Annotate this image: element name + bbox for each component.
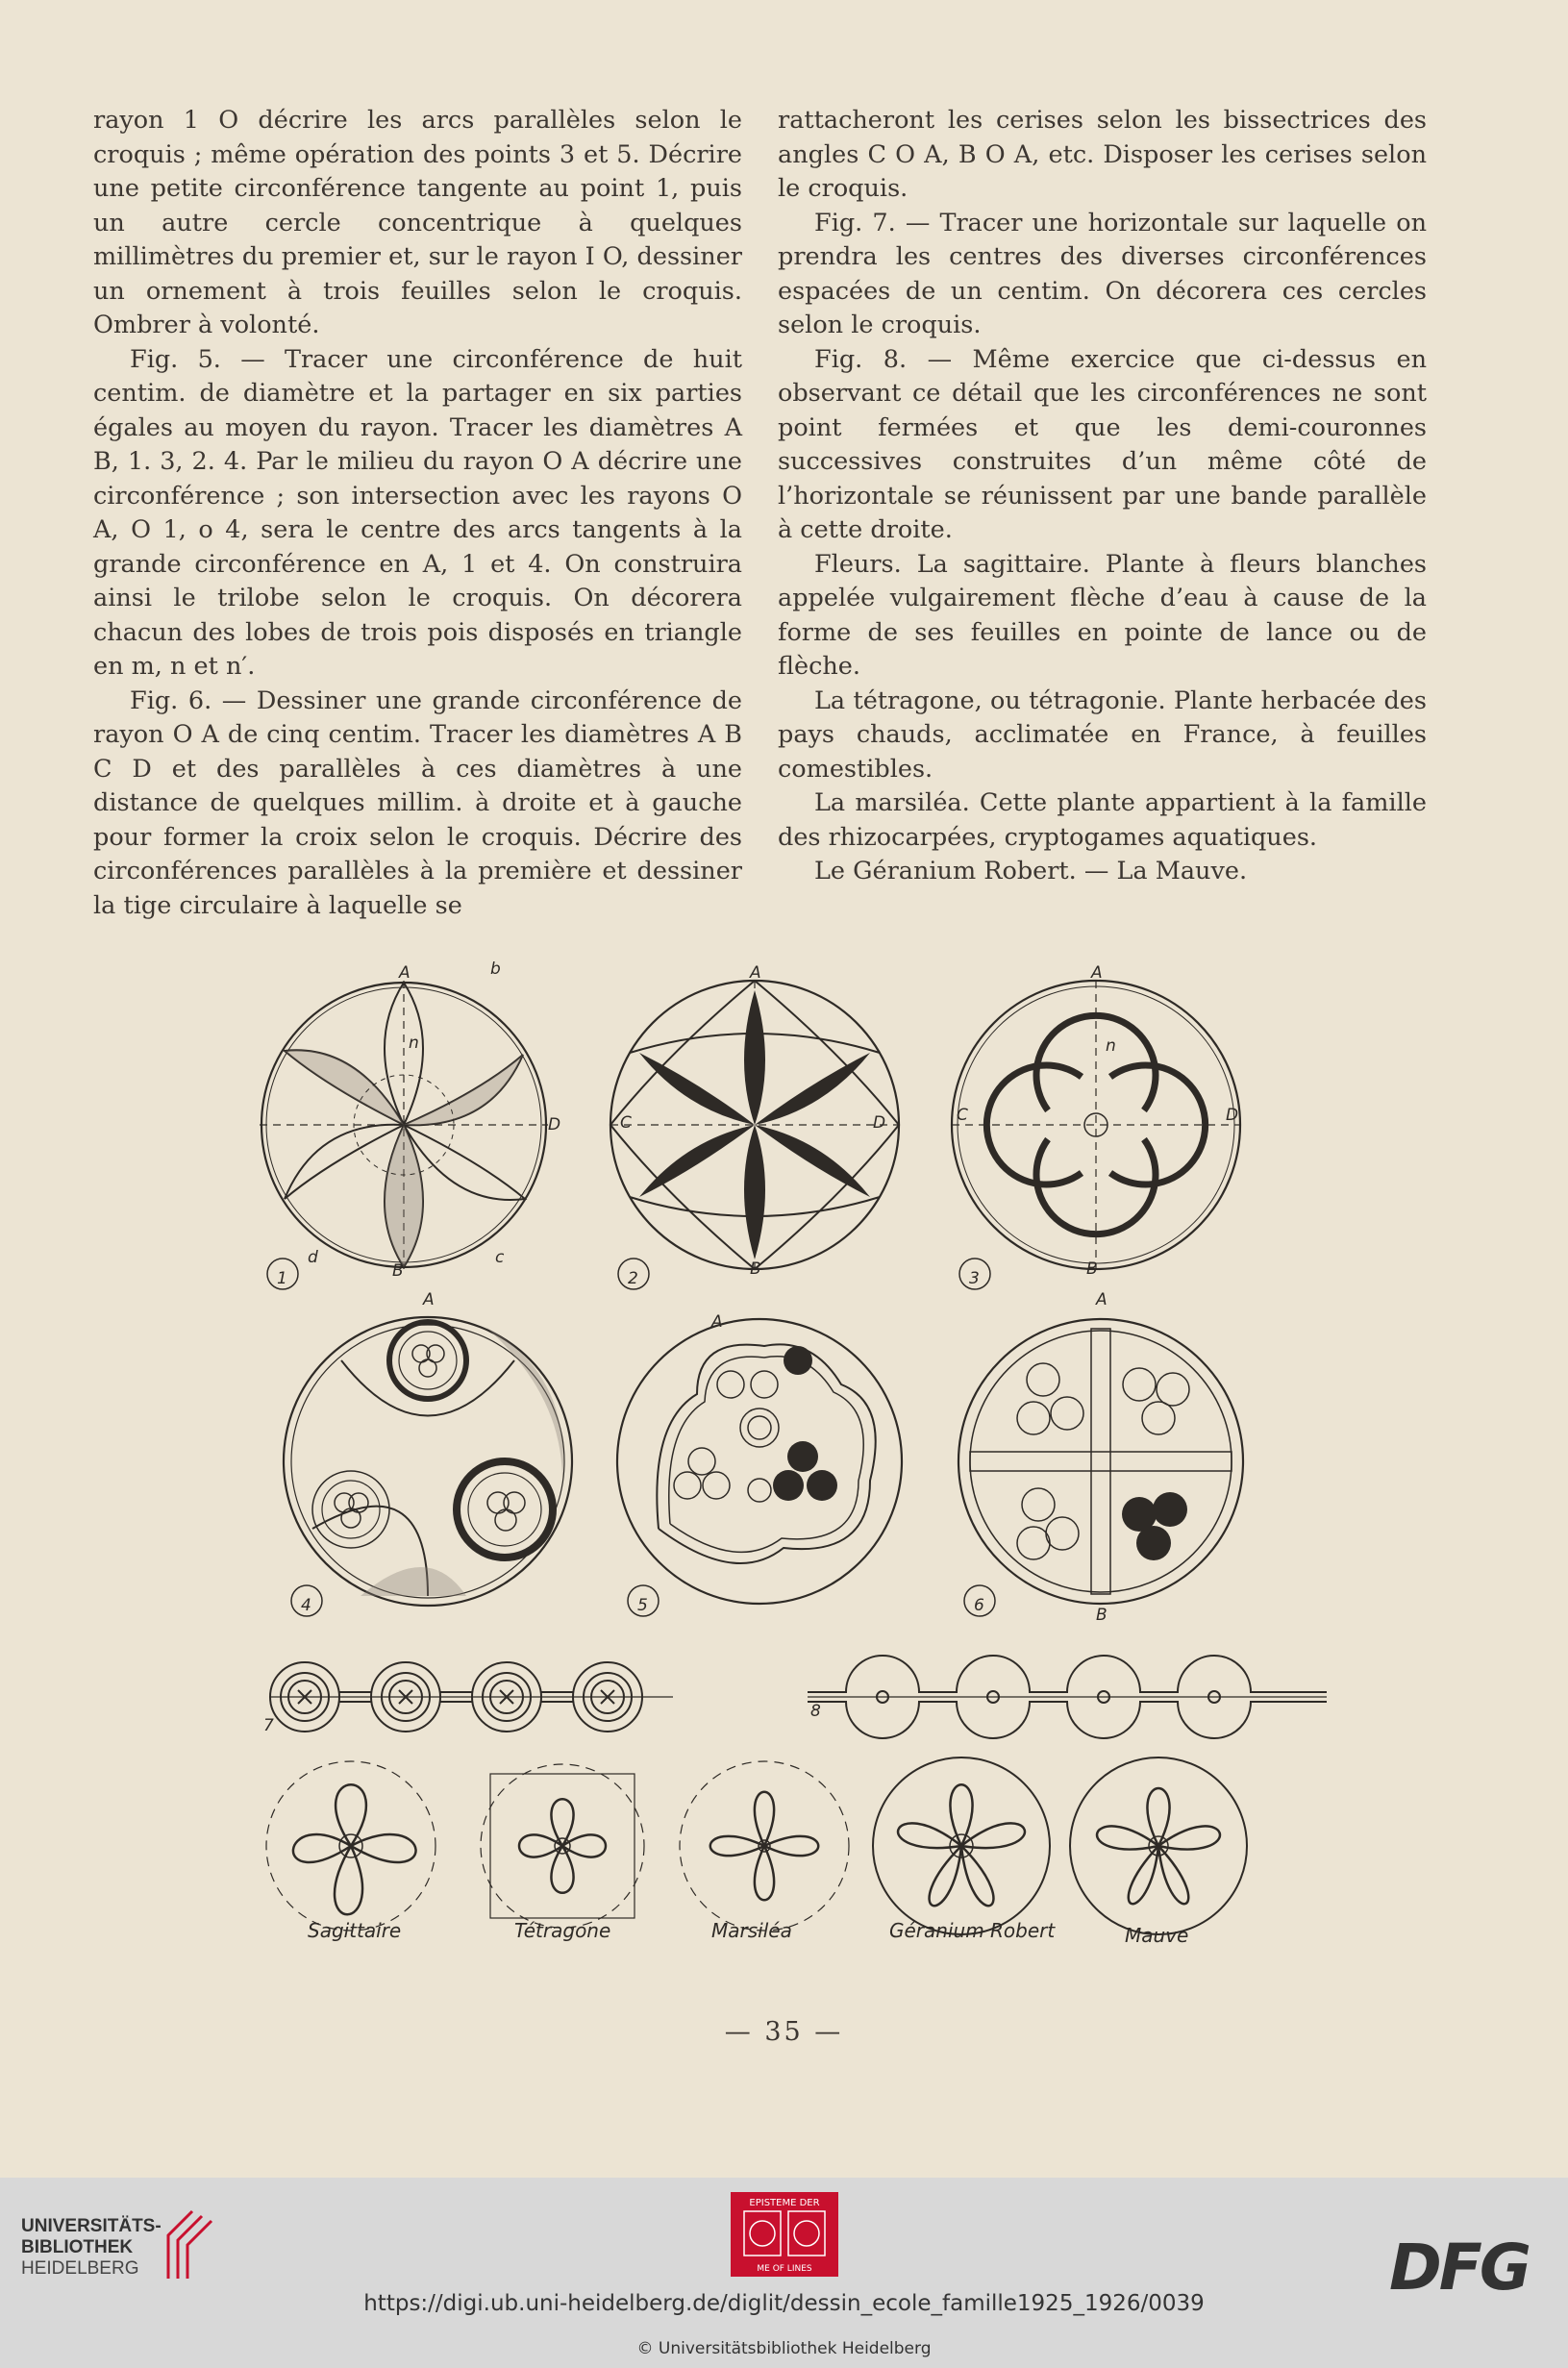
caption-geranium: Géranium Robert <box>889 1919 1056 1942</box>
paragraph-fig8: Fig. 8. — Même exercice que ci-dessus en observant ce détail que les circonférences ne sont point fermées et que les demi-couronnes successives construites d’un même côté de l’horizontale se réunissent par une bande parallèle à cette droite. <box>778 344 1427 544</box>
label-c: c <box>495 1248 505 1267</box>
paragraph-tetragone: La tétragone, ou tétragonie. Plante herbacée des pays chauds, acclimatée en France, à feuilles comestibles. <box>778 685 1427 784</box>
left-text-column <box>93 104 742 923</box>
paragraph: rayon 1 O décrire les arcs parallèles selon le croquis ; même opération des points 3 et 5. Décrire une petite circonférence tangente au point 1, puis un autre cercle concentrique à quelques millimètres du premier et, sur le rayon I O, dessiner un ornement à trois feuilles selon le croquis. Ombrer à volonté. <box>93 106 742 339</box>
figure-number-2: 2 <box>628 1269 638 1288</box>
figure-5 <box>617 1319 902 1616</box>
label-A: A <box>423 1290 435 1309</box>
flower-geranium <box>873 1757 1050 1934</box>
figure-3 <box>952 981 1240 1289</box>
paragraph-fig7: Fig. 7. — Tracer une horizontale sur laquelle on prendra les centres des diverses circonférences espacées de un centim. On décorera ces cercles selon le croquis. <box>778 208 1427 339</box>
label-d: d <box>308 1248 318 1267</box>
library-name-line-3: HEIDELBERG <box>21 2258 139 2279</box>
figure-number-1: 1 <box>277 1269 287 1288</box>
label-n: n <box>409 1034 419 1053</box>
library-name-line-1: UNIVERSITÄTS- <box>21 2216 162 2236</box>
figure-number-8: 8 <box>810 1702 821 1721</box>
flower-captions <box>308 1919 1188 1947</box>
label-b: b <box>490 960 501 979</box>
caption-tetragone: Tétragone <box>514 1919 611 1942</box>
paragraph-marsilea: La marsiléa. Cette plante appartient à la famille des rhizocarpées, cryptogames aquatiques. <box>778 788 1427 852</box>
label-A: A <box>1096 1290 1108 1309</box>
episteme-top-text: EPISTEME DER <box>749 2198 820 2208</box>
viewer-footer <box>0 2178 1568 2368</box>
caption-mauve: Mauve <box>1125 1924 1189 1947</box>
label-B: B <box>392 1261 404 1281</box>
caption-sagittaire: Sagittaire <box>308 1919 402 1942</box>
label-B: B <box>1086 1259 1098 1279</box>
flower-marsilea <box>680 1761 849 1931</box>
figure-4 <box>284 1317 572 1616</box>
figure-number-3: 3 <box>969 1269 980 1288</box>
label-A: A <box>711 1312 723 1332</box>
label-A: A <box>750 963 761 983</box>
figure-number-5: 5 <box>637 1596 648 1615</box>
label-C: C <box>620 1113 632 1133</box>
ornament-plate <box>260 957 1336 1985</box>
figure-number-4: 4 <box>301 1596 311 1615</box>
episteme-emblem-icon <box>731 2192 838 2277</box>
episteme-logo[interactable] <box>731 2192 838 2277</box>
label-C: C <box>957 1106 968 1125</box>
label-D: D <box>1226 1106 1239 1125</box>
permalink-url[interactable]: https://digi.ub.uni-heidelberg.de/diglit/dessin_ecole_famille1925_1926/0039 <box>363 2291 1205 2316</box>
library-emblem-icon <box>163 2206 221 2283</box>
label-A: A <box>1091 963 1103 983</box>
figure-number-6: 6 <box>974 1596 984 1615</box>
page-number: — 35 — <box>724 2017 844 2047</box>
paragraph-fig5: Fig. 5. — Tracer une circonférence de huit centim. de diamètre et la partager en six parties égales au moyen du rayon. Tracer les diamètres A B, 1. 3, 2. 4. Par le milieu du rayon O A décrire une circonférence ; son intersection avec les rayons O A, O 1, o 4, sera le centre des arcs tangents à la grande circonférence en A, 1 et 4. On construira ainsi le trilobe selon le croquis. On décorera chacun des lobes de trois pois disposés en triangle en m, n et n′. <box>93 344 742 681</box>
label-B: B <box>750 1259 761 1279</box>
label-D: D <box>873 1113 886 1133</box>
copyright-notice: © Universitätsbibliothek Heidelberg <box>636 2339 932 2358</box>
right-text-column <box>778 104 1427 889</box>
flower-tetragone <box>481 1764 644 1928</box>
flower-sagittaire <box>266 1761 436 1931</box>
label-D: D <box>548 1115 561 1134</box>
figure-7 <box>269 1662 673 1732</box>
library-name-line-2: BIBLIOTHEK <box>21 2237 134 2257</box>
flower-mauve <box>1070 1757 1247 1934</box>
figure-2 <box>610 981 899 1289</box>
figure-6 <box>958 1319 1243 1616</box>
episteme-bottom-text: ME OF LINES <box>757 2264 812 2274</box>
label-B: B <box>1096 1606 1108 1625</box>
paragraph: rattacheront les cerises selon les bissectrices des angles C O A, B O A, etc. Disposer les cerises selon le croquis. <box>778 106 1427 203</box>
paragraph-sagittaire: Fleurs. La sagittaire. Plante à fleurs blanches appelée vulgairement flèche d’eau à cause de la forme de ses feuilles en pointe de lance ou de flèche. <box>778 549 1427 681</box>
label-n: n <box>1106 1036 1116 1056</box>
paragraph-fig6: Fig. 6. — Dessiner une grande circonférence de rayon O A de cinq centim. Tracer les diamètres A B C D et des parallèles à ces diamètres à une distance de quelques millim. à droite et à gauche pour former la croix selon le croquis. Décrire des circonférences parallèles à la première et dessiner la tige circulaire à laquelle se <box>93 685 742 920</box>
figure-8 <box>808 1656 1327 1738</box>
paragraph-geranium: Le Géranium Robert. — La Mauve. <box>814 857 1248 885</box>
figure-number-7: 7 <box>263 1716 274 1735</box>
dfg-logo[interactable]: DFG <box>1389 2231 1530 2305</box>
caption-marsilea: Marsiléa <box>711 1919 792 1942</box>
figure-1 <box>260 981 548 1289</box>
label-A: A <box>399 963 411 983</box>
